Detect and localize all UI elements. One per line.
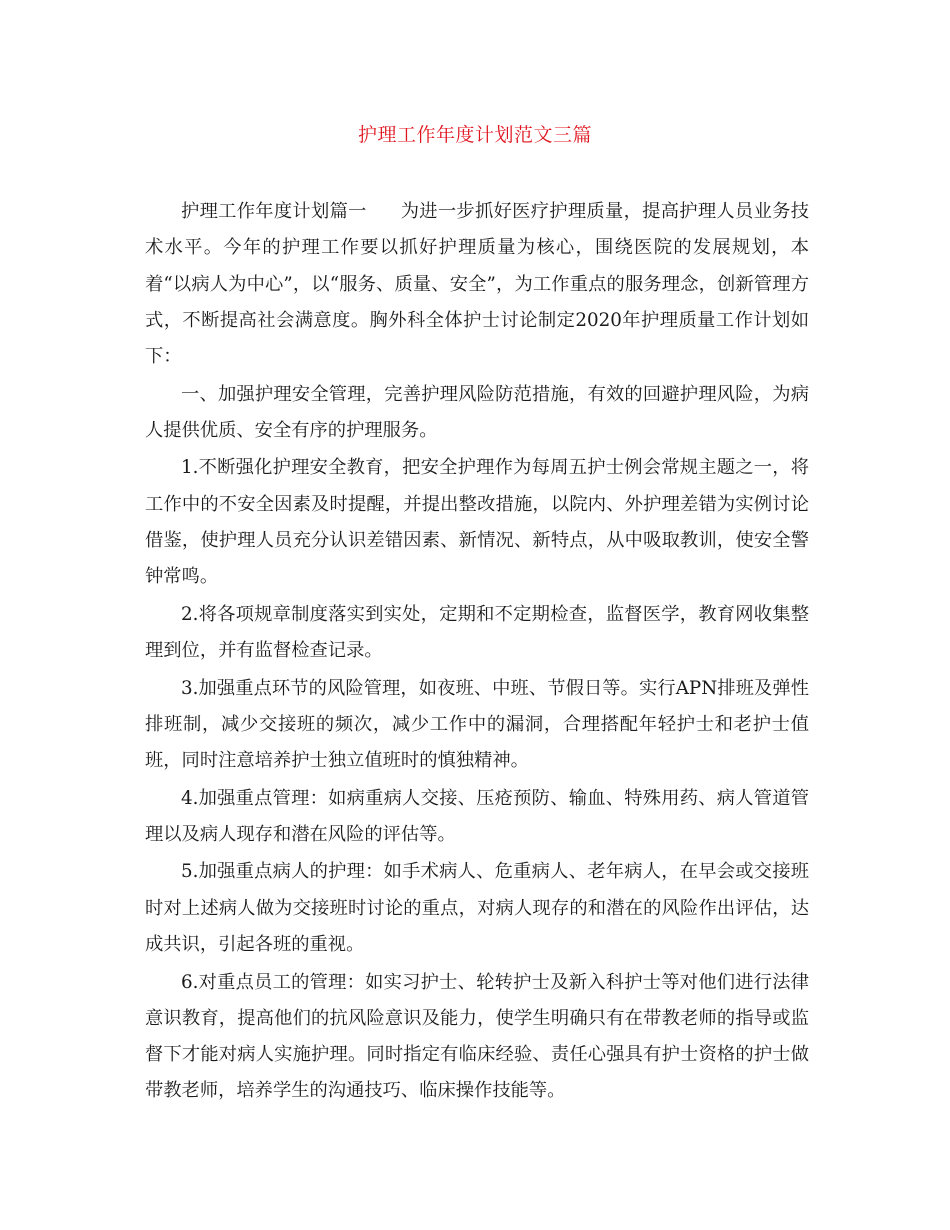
list-item-2: 2.将各项规章制度落实到实处，定期和不定期检查，监督医学，教育网收集整理到位，并有监督检查记录。	[145, 603, 809, 662]
intro-text: 为进一步抓好医疗护理质量，提高护理人员业务技术水平。今年的护理工作要以抓好护理质量为核心，围绕医院的发展规划，本着“以病人为中心”，以“服务、质量、安全”，为工作重点的服务理念，创新管理方式，不断提高社会满意度。胸外科全体护士讨论制定2020年护理质量工作计划如下：	[145, 201, 810, 368]
document-title: 护理工作年度计划范文三篇	[357, 124, 592, 146]
list-item-4: 4.加强重点管理：如病重病人交接、压疮预防、输血、特殊用药、病人管道管理以及病人现存和潜在风险的评估等。	[145, 787, 809, 845]
list-item-5: 5.加强重点病人的护理：如手术病人、危重病人、老年病人，在早会或交接班时对上述病人做为交接班时讨论的重点，对病人现存的和潜在的风险作出评估，达成共识，引起各班的重视。	[145, 861, 809, 956]
list-item-6: 6.对重点员工的管理：如实习护士、轮转护士及新入科护士等对他们进行法律意识教育，提高他们的抗风险意识及能力，使学生明确只有在带教老师的指导或监督下才能对病人实施护理。同时指定有临床经验、责任心强具有护士资格的护士做带教老师，培养学生的沟通技巧、临床操作技能等。	[145, 971, 809, 1102]
document-body	[145, 194, 809, 1111]
intro-paragraph	[145, 194, 809, 375]
list-item-3: 3.加强重点环节的风险管理，如夜班、中班、节假日等。实行APN排班及弹性排班制，减少交接班的频次，减少工作中的漏洞，合理搭配年轻护士和老护士值班，同时注意培养护士独立值班时的慎独精神。	[145, 677, 809, 772]
section-heading-1: 一、加强护理安全管理，完善护理风险防范措施，有效的回避护理风险，为病人提供优质、安全有序的护理服务。	[145, 383, 809, 441]
list-item-1: 1.不断强化护理安全教育，把安全护理作为每周五护士例会常规主题之一，将工作中的不安全因素及时提醒，并提出整改措施，以院内、外护理差错为实例讨论借鉴，使护理人员充分认识差错因素、新情况、新特点，从中吸取教训，使安全警钟常鸣。	[145, 457, 809, 588]
intro-heading: 护理工作年度计划篇一	[181, 201, 367, 222]
